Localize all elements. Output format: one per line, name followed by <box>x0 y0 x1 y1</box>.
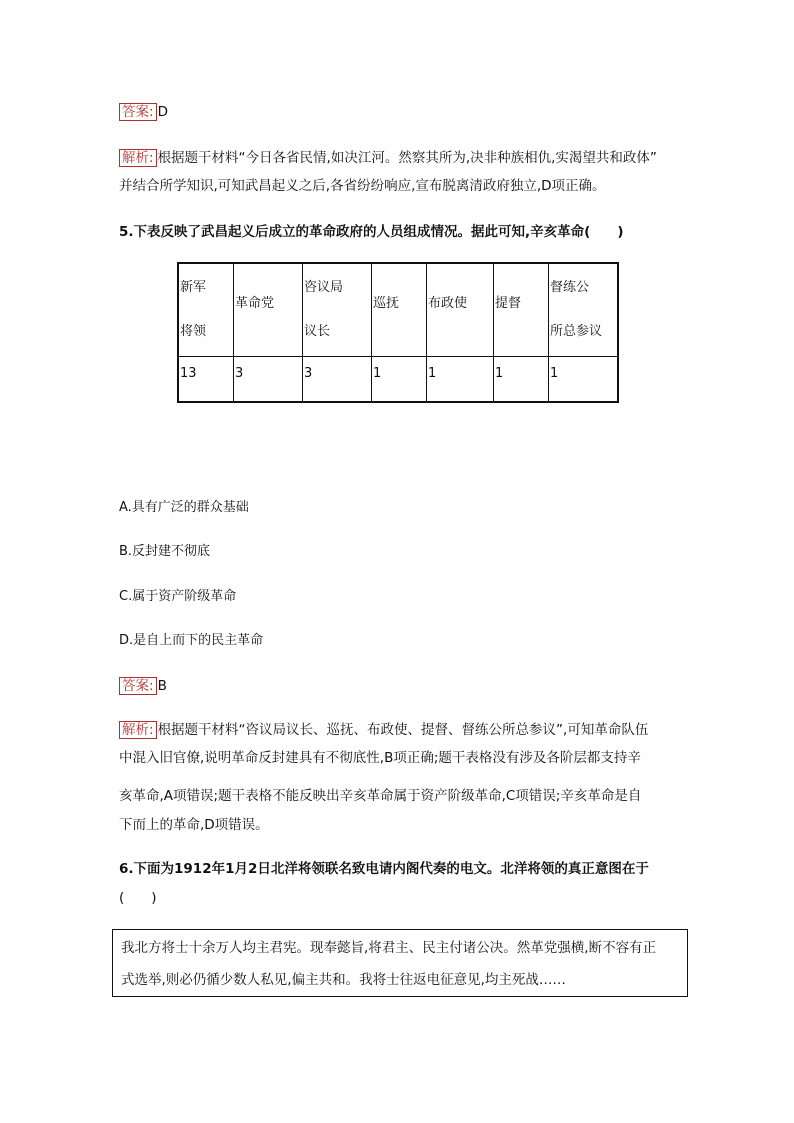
answer-tag: 答案: <box>119 677 157 695</box>
q5-analysis-line-3: 亥革命,A项错误;题干表格不能反映出辛亥革命属于资产阶级革命,C项错误;辛亥革命是自 <box>119 788 642 804</box>
q5-option-a: A.具有广泛的群众基础 <box>119 500 249 515</box>
answer-tag: 答案: <box>119 103 157 121</box>
q5-option-d: D.是自上而下的民主革命 <box>119 633 264 648</box>
q5-option-b: B.反封建不彻底 <box>119 544 211 559</box>
q4-answer-value: D <box>157 104 168 120</box>
table-header-cell: 布政使 <box>427 263 494 357</box>
analysis-tag: 解析: <box>119 721 157 739</box>
table-header-cell: 新军 将领 <box>178 263 234 357</box>
q5-answer-line <box>119 676 167 696</box>
q5-table <box>177 262 619 403</box>
table-row <box>178 357 618 403</box>
table-header-row <box>178 263 618 357</box>
q5-stem: 5.下表反映了武昌起义后成立的革命政府的人员组成情况。据此可知,辛亥革命( ) <box>119 224 624 240</box>
table-cell: 3 <box>234 357 303 403</box>
table-cell: 13 <box>178 357 234 403</box>
q4-answer-line <box>119 102 168 122</box>
q5-answer-value: B <box>157 678 167 694</box>
analysis-tag: 解析: <box>119 149 157 167</box>
table-cell: 1 <box>372 357 427 403</box>
q5-analysis-line-1 <box>119 720 648 740</box>
q5-option-c: C.属于资产阶级革命 <box>119 589 237 604</box>
q6-stem-line-1: 6.下面为1912年1月2日北洋将领联名致电请内阁代奏的电文。北洋将领的真正意图在于 <box>119 861 649 877</box>
table-header-cell: 革命党 <box>234 263 303 357</box>
table-cell: 1 <box>494 357 549 403</box>
q6-stem-line-2: ( ) <box>119 890 157 906</box>
table-cell: 1 <box>427 357 494 403</box>
table-header-cell: 巡抚 <box>372 263 427 357</box>
q4-analysis-text-1: 根据题干材料“今日各省民情,如决江河。然察其所为,决非种族相仇,实渴望共和政体” <box>157 150 657 166</box>
table-header-cell: 咨议局 议长 <box>303 263 372 357</box>
q5-analysis-line-2: 中混入旧官僚,说明革命反封建具有不彻底性,B项正确;题干表格没有涉及各阶层都支持辛 <box>119 750 641 766</box>
table-header-cell: 提督 <box>494 263 549 357</box>
q4-analysis-line-2: 并结合所学知识,可知武昌起义之后,各省纷纷响应,宣布脱离清政府独立,D项正确。 <box>119 178 606 194</box>
table-cell: 3 <box>303 357 372 403</box>
q6-quote-line-1: 我北方将士十余万人均主君宪。现奉懿旨,将君主、民主付诸公决。然革党强横,断不容有正 <box>121 940 657 956</box>
table-cell: 1 <box>549 357 619 403</box>
q5-analysis-text-1: 根据题干材料“咨议局议长、巡抚、布政使、提督、督练公所总参议”,可知革命队伍 <box>157 722 649 738</box>
table-header-cell: 督练公 所总参议 <box>549 263 619 357</box>
q4-analysis-line-1 <box>119 148 657 168</box>
q6-quote-box <box>112 929 688 997</box>
q5-analysis-line-4: 下而上的革命,D项错误。 <box>119 817 269 833</box>
q6-quote-line-2: 式选举,则必仍循少数人私见,偏主共和。我将士往返电征意见,均主死战…… <box>121 972 566 988</box>
